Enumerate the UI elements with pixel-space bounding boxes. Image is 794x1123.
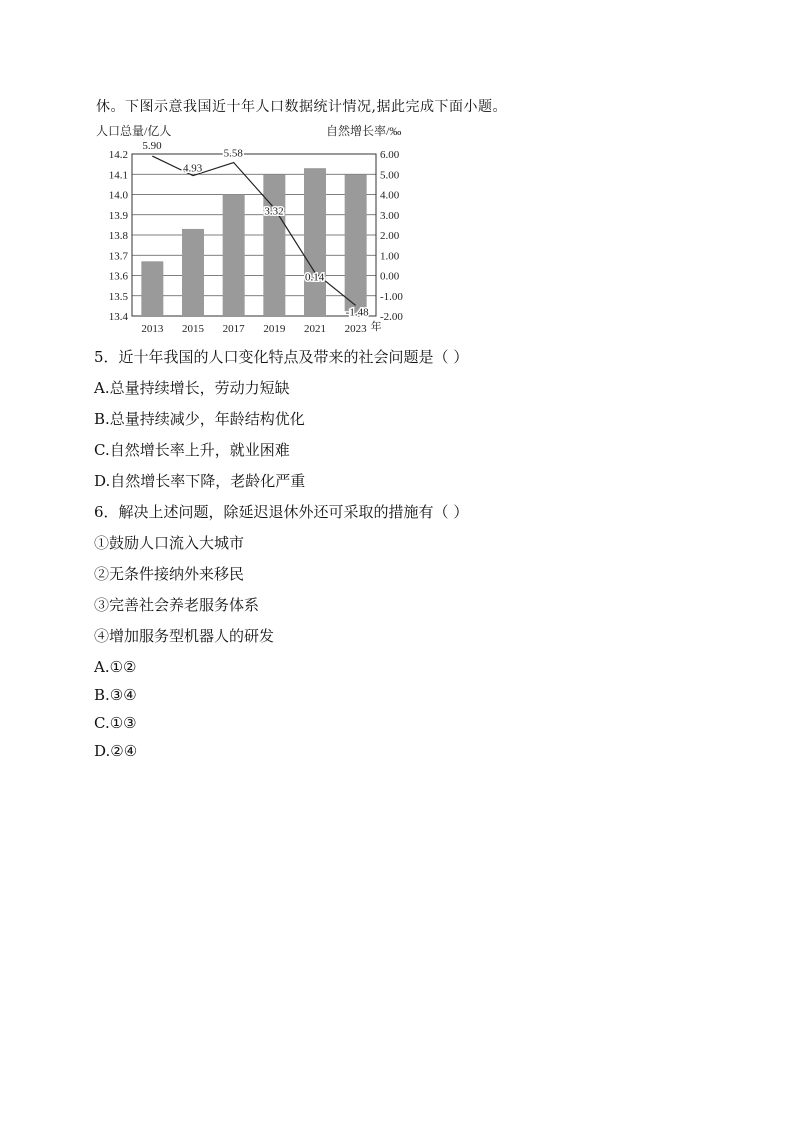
- x-tick-label: 2015: [182, 323, 204, 334]
- data-label: 5.58: [223, 147, 243, 160]
- population-chart: [92, 122, 422, 334]
- x-unit-label: 年: [370, 321, 382, 333]
- q5-option-c[interactable]: C.自然增长率上升，就业困难: [94, 441, 290, 459]
- bar-2023: [345, 174, 369, 319]
- y2-tick-label: 1.00: [380, 250, 400, 263]
- data-label: 0.14: [305, 271, 325, 284]
- y-tick-label: 14.1: [108, 169, 128, 182]
- bar-series: [141, 168, 366, 316]
- y2-tick-label: 6.00: [380, 149, 400, 161]
- y2-tick-label: -2.00: [380, 311, 403, 323]
- y2-tick-label: -1.00: [380, 290, 403, 303]
- y-tick-label: 14.0: [108, 189, 128, 202]
- bar-2019: [263, 174, 285, 316]
- y-tick-label: 13.4: [108, 311, 128, 323]
- q5-option-d[interactable]: D.自然增长率下降，老龄化严重: [94, 472, 306, 490]
- q6-option-a[interactable]: A.①②: [94, 658, 137, 676]
- data-label: 5.90: [142, 140, 162, 153]
- y-tick-label: 13.9: [108, 209, 128, 222]
- data-label: 3.32: [264, 205, 284, 218]
- q6-item-1: ①鼓励人口流入大城市: [94, 534, 245, 552]
- y-tick-label: 13.5: [108, 290, 128, 303]
- bar-2015: [182, 229, 204, 316]
- bar-2021: [304, 168, 326, 316]
- q6-option-b[interactable]: B.③④: [94, 686, 137, 704]
- q6-option-d[interactable]: D.②④: [94, 742, 138, 760]
- bar-2013: [141, 261, 163, 316]
- question-6-stem: 6．解决上述问题，除延迟退休外还可采取的措施有（ ）: [94, 503, 469, 521]
- x-tick-label: 2023: [344, 323, 367, 334]
- y2-tick-label: 5.00: [380, 169, 400, 182]
- q5-option-b[interactable]: B.总量持续减少，年龄结构优化: [94, 410, 305, 428]
- y-axis-label: 人口总量/亿人: [96, 124, 172, 138]
- intro-text: 休。下图示意我国近十年人口数据统计情况,据此完成下面小题。: [96, 99, 507, 115]
- q6-item-3: ③完善社会养老服务体系: [94, 596, 260, 614]
- q6-item-2: ②无条件接纳外来移民: [94, 565, 245, 583]
- q6-item-4: ④增加服务型机器人的研发: [94, 627, 275, 645]
- growth-rate-line: [142, 140, 369, 318]
- y2-tick-label: 2.00: [380, 230, 400, 242]
- x-tick-label: 2021: [304, 323, 326, 334]
- y2-axis-label: 自然增长率/‰: [326, 124, 402, 138]
- question-5-stem: 5．近十年我国的人口变化特点及带来的社会问题是（ ）: [94, 348, 469, 366]
- y-tick-label: 13.7: [108, 250, 128, 263]
- y-tick-label: 13.8: [108, 230, 128, 242]
- data-label: -1.48: [345, 306, 369, 319]
- y-tick-label: 14.2: [108, 149, 128, 161]
- y-tick-label: 13.6: [108, 270, 128, 283]
- bar-2017: [223, 195, 245, 317]
- q6-option-c[interactable]: C.①③: [94, 714, 137, 732]
- x-tick-label: 2013: [141, 323, 164, 334]
- y2-tick-label: 0.00: [380, 270, 400, 283]
- x-tick-label: 2017: [222, 323, 245, 334]
- data-label: 4.93: [183, 162, 203, 175]
- y2-tick-label: 4.00: [380, 189, 400, 202]
- q5-option-a[interactable]: A.总量持续增长，劳动力短缺: [94, 379, 290, 397]
- x-tick-label: 2019: [263, 323, 286, 334]
- y2-tick-label: 3.00: [380, 209, 400, 222]
